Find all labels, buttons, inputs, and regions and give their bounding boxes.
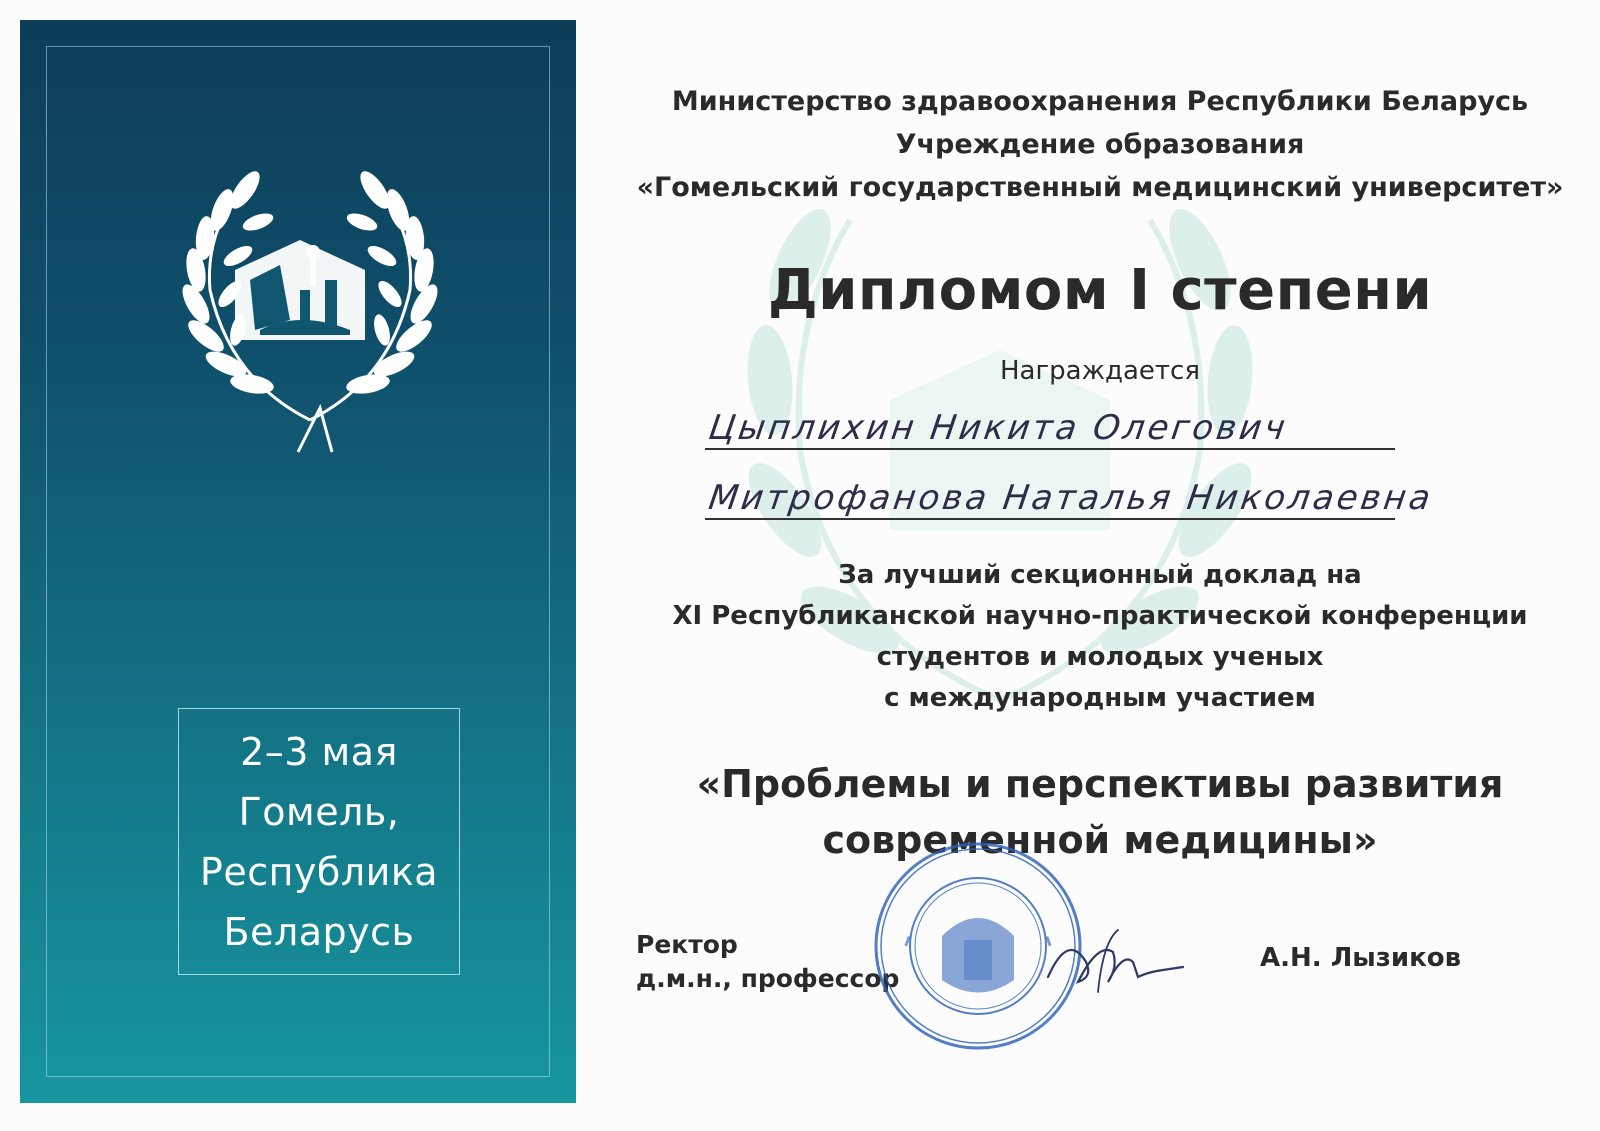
event-country-line-1: Республика bbox=[199, 849, 439, 894]
left-decorative-panel bbox=[20, 20, 576, 1103]
conference-title-line-2: современной медицины» bbox=[822, 818, 1378, 862]
rector-signature-icon bbox=[1038, 922, 1188, 1002]
award-reason-line-2: XI Республиканской научно-практической конференции bbox=[672, 601, 1528, 631]
event-city: Гомель, bbox=[238, 789, 400, 834]
diploma-title: Дипломом I степени bbox=[767, 258, 1433, 323]
event-date: 2–3 мая bbox=[240, 729, 398, 774]
award-reason-line-1: За лучший секционный доклад на bbox=[838, 560, 1362, 590]
ministry-name: Министерство здравоохранения Республики Беларусь bbox=[671, 86, 1529, 117]
signatory-position: Ректор bbox=[636, 930, 738, 959]
conference-title-line-1: «Проблемы и перспективы развития bbox=[696, 762, 1504, 806]
awarded-label: Награждается bbox=[1000, 356, 1200, 386]
recipient-name-1: Цыплихин Никита Олегович bbox=[706, 408, 1291, 448]
diploma-content bbox=[600, 0, 1600, 1131]
university-name: «Гомельский государственный медицинский университет» bbox=[636, 172, 1564, 203]
award-reason-line-3: студентов и молодых ученых bbox=[876, 642, 1324, 672]
recipient-line-2 bbox=[705, 472, 1436, 520]
signatory-position-block bbox=[636, 928, 899, 996]
signatory-degree: д.м.н., профессор bbox=[636, 964, 900, 993]
university-wreath-logo-icon bbox=[160, 170, 460, 470]
institution-type: Учреждение образования bbox=[895, 129, 1305, 160]
event-date-location-box bbox=[178, 708, 460, 975]
event-country-line-2: Беларусь bbox=[223, 909, 415, 954]
recipient-line-1 bbox=[705, 402, 1395, 450]
recipient-name-2: Митрофанова Наталья Николаевна bbox=[706, 478, 1436, 518]
award-reason-line-4: с международным участием bbox=[884, 683, 1316, 713]
signatory-name: А.Н. Лызиков bbox=[1260, 943, 1462, 973]
